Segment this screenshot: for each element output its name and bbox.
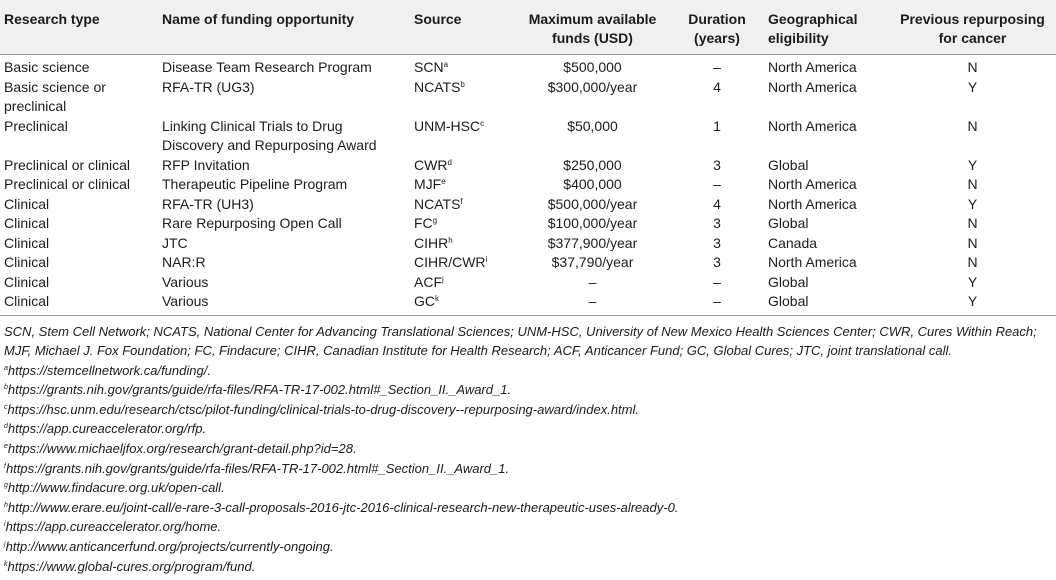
- footnote-link[interactable]: http://www.erare.eu/joint-call/e-rare-3-call-proposals-2016-jtc-2016-clinical-research-new-therapeutic-uses-already-0.: [7, 499, 679, 515]
- footnote-mark: j: [4, 541, 6, 549]
- footnote-item: [4, 517, 1052, 537]
- footnote-link[interactable]: https://grants.nih.gov/grants/guide/rfa-files/RFA-TR-17-002.html#_Section_II._Award_1.: [5, 460, 510, 476]
- footnote-marker: k: [435, 294, 439, 303]
- footnote-list: [4, 361, 1052, 577]
- cell-max-funds: $50,000: [567, 117, 618, 134]
- source-label: GC: [414, 293, 435, 309]
- table-row: [0, 55, 1056, 78]
- table-body: [0, 55, 1056, 316]
- footnote-mark: g: [4, 482, 8, 490]
- table-row: [0, 214, 1056, 234]
- footnote-item: [4, 537, 1052, 557]
- header-duration: Duration (years): [688, 11, 746, 46]
- cell-funding-name: Rare Repurposing Open Call: [162, 215, 342, 231]
- cell-funding-name: Therapeutic Pipeline Program: [162, 176, 348, 192]
- table-row: [0, 234, 1056, 254]
- header-research-type: Research type: [4, 11, 100, 27]
- cell-research-type: Clinical: [4, 215, 50, 231]
- cell-geo-eligibility: Global: [768, 156, 809, 173]
- cell-funding-name: Linking Clinical Trials to Drug Discovery and Repurposing Award: [162, 117, 377, 153]
- cell-funding-name: RFP Invitation: [162, 156, 250, 173]
- footnote-mark: f: [4, 462, 6, 470]
- table-row: [0, 195, 1056, 215]
- cell-funding-name: JTC: [162, 234, 188, 251]
- footnote-item: [4, 400, 1052, 420]
- cell-geo-eligibility: Global: [768, 293, 809, 309]
- cell-funding-name: Various: [162, 273, 209, 290]
- cell-previous-repurposing: N: [967, 254, 978, 270]
- table-row: [0, 117, 1056, 156]
- footnote-mark: c: [4, 403, 8, 411]
- cell-geo-eligibility: North America: [768, 78, 857, 95]
- cell-geo-eligibility: North America: [768, 195, 857, 212]
- cell-funding-name: Various: [162, 293, 209, 309]
- footnote-mark: d: [4, 423, 8, 431]
- source-label: NCATS: [414, 195, 461, 212]
- cell-research-type: Clinical: [4, 293, 50, 309]
- footnote-link[interactable]: https://app.cureaccelerator.org/rfp.: [7, 421, 207, 437]
- cell-duration: 3: [713, 254, 721, 270]
- header-funding-name: Name of funding opportunity: [162, 11, 355, 27]
- cell-duration: 4: [713, 195, 721, 212]
- cell-previous-repurposing: N: [967, 117, 978, 134]
- cell-funding-name: RFA-TR (UH3): [162, 195, 254, 212]
- cell-research-type: Preclinical: [4, 117, 68, 134]
- cell-previous-repurposing: Y: [967, 156, 978, 173]
- cell-funding-name: Disease Team Research Program: [162, 59, 372, 75]
- footnote-marker: h: [448, 235, 453, 245]
- cell-max-funds: $250,000: [563, 156, 622, 173]
- cell-previous-repurposing: N: [967, 176, 978, 192]
- table-row: [0, 253, 1056, 273]
- cell-duration: 1: [713, 117, 721, 134]
- cell-geo-eligibility: Canada: [768, 234, 818, 251]
- footnote-marker: b: [460, 79, 465, 89]
- cell-duration: –: [713, 176, 721, 192]
- cell-source: [410, 214, 515, 234]
- footnote-item: [4, 459, 1052, 479]
- cell-previous-repurposing: Y: [967, 273, 978, 290]
- cell-geo-eligibility: North America: [768, 59, 857, 75]
- source-label: SCN: [414, 59, 444, 75]
- cell-duration: 3: [713, 234, 721, 251]
- cell-duration: 3: [713, 156, 721, 173]
- footnote-item: [4, 478, 1052, 498]
- cell-duration: –: [713, 293, 721, 309]
- table-row: [0, 78, 1056, 117]
- cell-previous-repurposing: Y: [967, 293, 978, 309]
- footnote-marker: j: [442, 274, 444, 284]
- source-label: MJF: [414, 176, 442, 192]
- cell-previous-repurposing: Y: [967, 195, 978, 212]
- table-row: [0, 273, 1056, 293]
- footnote-item: [4, 361, 1052, 381]
- footnote-item: [4, 439, 1052, 459]
- cell-duration: 4: [713, 78, 721, 95]
- cell-previous-repurposing: N: [967, 215, 978, 231]
- table-footnotes: [0, 316, 1056, 577]
- footnote-marker: g: [432, 216, 438, 225]
- cell-previous-repurposing: Y: [967, 78, 978, 95]
- cell-source: [410, 234, 515, 254]
- footnote-marker: c: [480, 118, 485, 128]
- cell-max-funds: $500,000: [563, 59, 622, 75]
- source-label: CIHR: [414, 234, 449, 251]
- cell-duration: –: [713, 273, 721, 290]
- footnote-marker: e: [441, 177, 446, 186]
- table-row: [0, 156, 1056, 176]
- footnote-item: [4, 419, 1052, 439]
- cell-source: [410, 117, 515, 156]
- cell-max-funds: $37,790/year: [551, 254, 634, 270]
- footnote-link[interactable]: https://hsc.unm.edu/research/ctsc/pilot-funding/clinical-trials-to-drug-discovery--repurposing-award/index.html.: [7, 401, 639, 417]
- header-max-funds: Maximum available funds (USD): [528, 11, 657, 46]
- source-label: FC: [414, 215, 433, 231]
- footnote-link[interactable]: http://www.findacure.org.uk/open-call.: [7, 480, 225, 496]
- cell-max-funds: –: [588, 293, 597, 309]
- cell-source: [410, 156, 515, 176]
- cell-source: [410, 253, 515, 273]
- footnote-item: [4, 557, 1052, 577]
- cell-source: [410, 195, 515, 215]
- cell-source: [410, 55, 515, 78]
- cell-funding-name: RFA-TR (UG3): [162, 78, 255, 95]
- cell-duration: –: [713, 59, 721, 75]
- footnote-link[interactable]: https://grants.nih.gov/grants/guide/rfa-files/RFA-TR-17-002.html#_Section_II._Award_1.: [7, 382, 512, 398]
- cell-research-type: Basic science: [4, 59, 90, 75]
- cell-previous-repurposing: N: [967, 234, 978, 251]
- cell-geo-eligibility: Global: [768, 273, 809, 290]
- source-label: NCATS: [414, 78, 461, 95]
- cell-research-type: Clinical: [4, 254, 50, 270]
- cell-source: [410, 292, 515, 315]
- cell-research-type: Basic science or preclinical: [4, 78, 106, 114]
- cell-research-type: Clinical: [4, 234, 50, 251]
- cell-geo-eligibility: North America: [768, 254, 857, 270]
- table-row: [0, 292, 1056, 315]
- cell-research-type: Clinical: [4, 195, 50, 212]
- source-label: UNM-HSC: [414, 117, 481, 134]
- cell-geo-eligibility: North America: [768, 176, 857, 192]
- cell-max-funds: $377,900/year: [547, 234, 638, 251]
- footnote-mark: e: [4, 443, 8, 451]
- cell-source: [410, 175, 515, 195]
- source-label: CIHR/CWR: [414, 254, 486, 270]
- abbreviations-note: SCN, Stem Cell Network; NCATS, National Center for Advancing Translational Sciences; UNM-HSC, University of New Mexico Health Sciences Center; CWR, Cures Within Reach; MJF, Michael J. Fox Foundation; FC, Findacure; CIHR, Canadian Institute for Health Research; ACF, Anticancer Fund; GC, Global Cures; JTC, joint translational call.: [4, 323, 1037, 359]
- footnote-marker: i: [485, 255, 488, 264]
- cell-previous-repurposing: N: [967, 59, 978, 75]
- table-header: [0, 0, 1056, 55]
- cell-research-type: Clinical: [4, 273, 50, 290]
- footnote-item: [4, 380, 1052, 400]
- footnote-mark: i: [4, 521, 6, 529]
- cell-research-type: Preclinical or clinical: [4, 156, 131, 173]
- footnote-link[interactable]: https://www.michaeljfox.org/research/grant-detail.php?id=28.: [7, 441, 357, 457]
- footnote-link[interactable]: http://www.anticancerfund.org/projects/currently-ongoing.: [5, 539, 334, 555]
- footnote-marker: a: [443, 60, 449, 69]
- footnote-mark: k: [4, 560, 8, 568]
- footnote-link[interactable]: https://www.global-cures.org/program/fund.: [7, 558, 256, 574]
- footnote-item: [4, 498, 1052, 518]
- cell-research-type: Preclinical or clinical: [4, 176, 131, 192]
- source-label: CWR: [414, 156, 448, 173]
- cell-max-funds: $100,000/year: [547, 215, 638, 231]
- cell-geo-eligibility: Global: [768, 215, 809, 231]
- cell-funding-name: NAR:R: [162, 254, 206, 270]
- header-geo-eligibility: Geographical eligibility: [768, 11, 858, 46]
- table-row: [0, 175, 1056, 195]
- footnote-mark: b: [4, 384, 8, 392]
- header-previous-repurposing: Previous repurposing for cancer: [900, 11, 1045, 46]
- cell-max-funds: $300,000/year: [547, 78, 638, 95]
- footnote-marker: f: [460, 196, 463, 206]
- footnote-mark: a: [4, 364, 8, 372]
- footnote-link[interactable]: https://app.cureaccelerator.org/home.: [5, 519, 222, 535]
- footnote-link[interactable]: https://stemcellnetwork.ca/funding/.: [7, 362, 211, 378]
- cell-duration: 3: [713, 215, 721, 231]
- cell-max-funds: $500,000/year: [547, 195, 638, 212]
- cell-max-funds: –: [588, 273, 597, 290]
- cell-geo-eligibility: North America: [768, 117, 857, 134]
- source-label: ACF: [414, 273, 442, 290]
- cell-max-funds: $400,000: [563, 176, 622, 192]
- cell-source: [410, 78, 515, 117]
- footnote-marker: d: [447, 157, 452, 167]
- cell-source: [410, 273, 515, 293]
- header-source: Source: [414, 11, 462, 27]
- footnote-mark: h: [4, 501, 8, 509]
